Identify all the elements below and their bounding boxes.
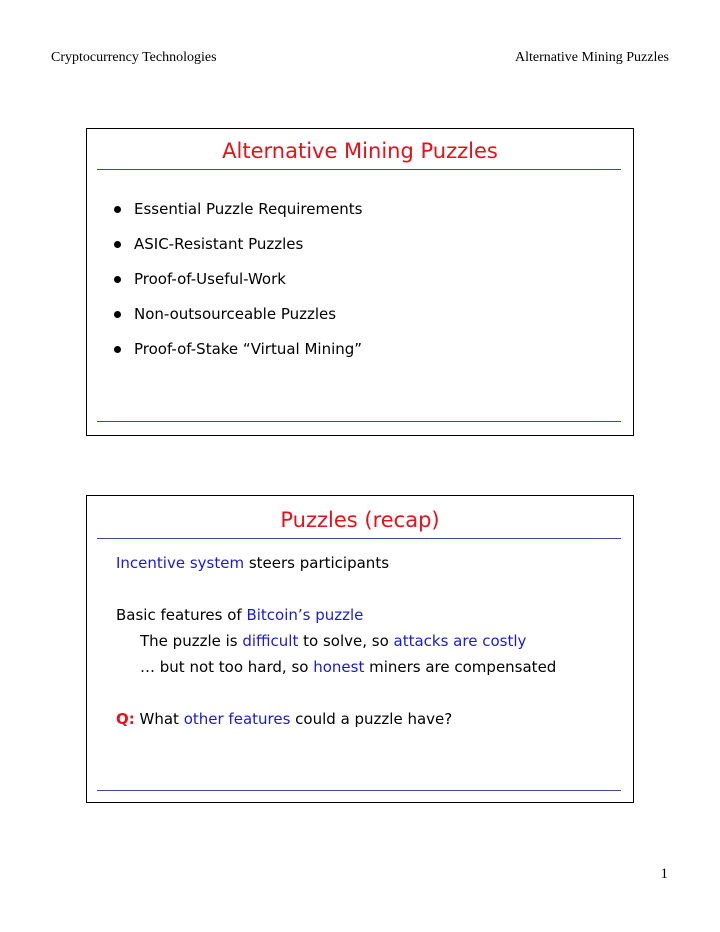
body-text: miners are compensated bbox=[364, 658, 557, 676]
bullet-text: ASIC-Resistant Puzzles bbox=[134, 235, 304, 253]
body-text: What bbox=[134, 710, 184, 728]
bullet-list bbox=[114, 199, 363, 374]
bullet-text: Proof-of-Stake “Virtual Mining” bbox=[134, 340, 363, 358]
page-number: 1 bbox=[660, 866, 668, 882]
slide-puzzles-recap bbox=[86, 495, 634, 803]
slide-title: Alternative Mining Puzzles bbox=[222, 139, 498, 163]
body-text: Basic features of bbox=[116, 606, 247, 624]
title-rule bbox=[97, 538, 621, 539]
highlight-text: honest bbox=[313, 658, 365, 676]
slide-alternative-mining-puzzles bbox=[86, 128, 634, 436]
bullet-icon bbox=[114, 276, 121, 283]
title-rule bbox=[97, 169, 621, 170]
body-text: to solve, so bbox=[298, 632, 394, 650]
body-text: … but not too hard, so bbox=[140, 658, 314, 676]
running-header-left: Cryptocurrency Technologies bbox=[51, 50, 217, 65]
slide-title: Puzzles (recap) bbox=[280, 508, 440, 532]
highlight-text: other features bbox=[183, 710, 291, 728]
body-text: could a puzzle have? bbox=[290, 710, 453, 728]
highlight-text: difficult bbox=[242, 632, 299, 650]
bullet-icon bbox=[114, 206, 121, 213]
question-label: Q: bbox=[116, 710, 135, 728]
bullet-text: Essential Puzzle Requirements bbox=[134, 200, 363, 218]
bullet-text: Non-outsourceable Puzzles bbox=[134, 305, 337, 323]
highlight-text: Incentive system bbox=[116, 554, 245, 572]
highlight-text: Bitcoin’s puzzle bbox=[246, 606, 364, 624]
bullet-icon bbox=[114, 311, 121, 318]
body-text: The puzzle is bbox=[140, 632, 243, 650]
bullet-item bbox=[114, 339, 363, 374]
bullet-text: Proof-of-Useful-Work bbox=[134, 270, 286, 288]
bullet-item bbox=[114, 199, 363, 234]
bullet-icon bbox=[114, 346, 121, 353]
bullet-item bbox=[114, 304, 363, 339]
highlight-text: attacks are costly bbox=[393, 632, 527, 650]
footer-rule bbox=[97, 790, 621, 791]
text-line-incentive bbox=[116, 554, 389, 572]
bullet-item bbox=[114, 269, 363, 304]
text-line-basic-features bbox=[116, 606, 363, 624]
body-text: steers participants bbox=[244, 554, 390, 572]
text-line-not-too-hard bbox=[140, 658, 556, 676]
bullet-icon bbox=[114, 241, 121, 248]
running-header-right: Alternative Mining Puzzles bbox=[515, 50, 669, 65]
bullet-item bbox=[114, 234, 363, 269]
text-line-question bbox=[116, 710, 452, 728]
footer-rule bbox=[97, 421, 621, 422]
text-line-difficult bbox=[140, 632, 526, 650]
